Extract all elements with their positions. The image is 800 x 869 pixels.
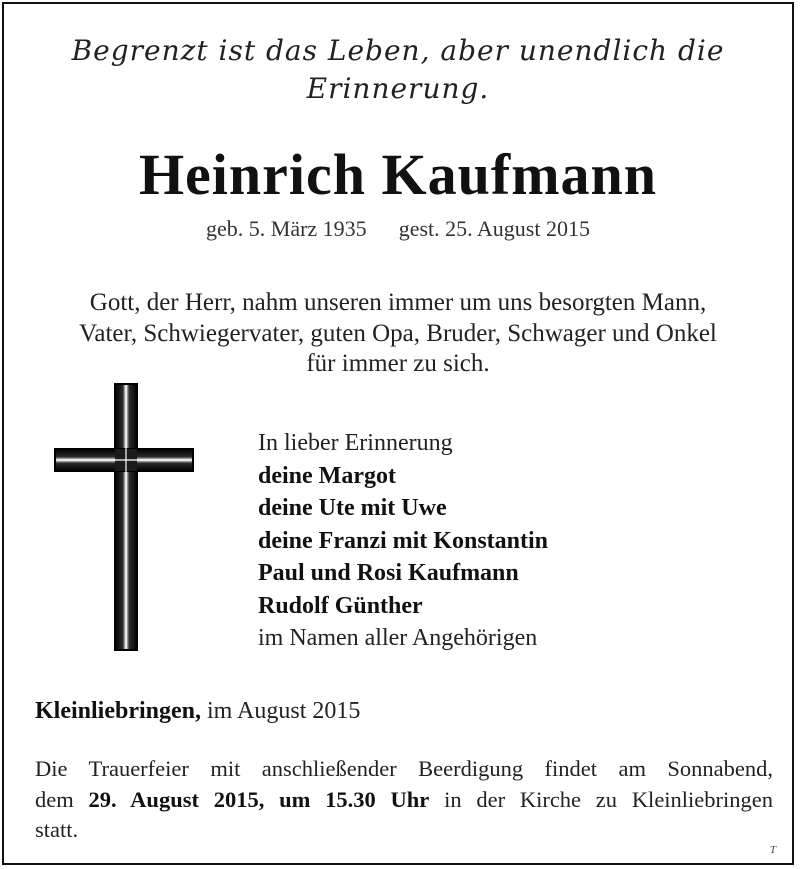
latin-cross-icon bbox=[54, 382, 196, 652]
place-town: Kleinliebringen, bbox=[35, 698, 202, 724]
service-prefix: dem bbox=[35, 787, 74, 812]
mourner-name: deine Margot bbox=[258, 462, 396, 489]
motto-line-1: Begrenzt ist das Leben, aber unendlich die bbox=[71, 34, 725, 67]
mourners-closing: im Namen aller Angehörigen bbox=[258, 625, 538, 651]
mourner-name: deine Franzi mit Konstantin bbox=[258, 527, 549, 554]
service-line-2 bbox=[35, 787, 773, 813]
mourner-name: Rudolf Günther bbox=[258, 592, 423, 619]
signature-mark: T bbox=[769, 844, 776, 856]
service-line-3: statt. bbox=[35, 817, 79, 842]
intro-line-3: für immer zu sich. bbox=[306, 350, 490, 377]
mourners-opening: In lieber Erinnerung bbox=[258, 430, 453, 456]
place-and-date bbox=[35, 698, 360, 725]
service-line-1: Die Trauerfeier mit anschließender Beerdigung findet am Sonnabend, bbox=[35, 756, 773, 781]
place-date: im August 2015 bbox=[207, 698, 361, 724]
service-location: in der Kirche zu Kleinliebringen bbox=[444, 787, 774, 812]
intro-line-1: Gott, der Herr, nahm unseren immer um uns besorgten Mann, bbox=[89, 289, 707, 316]
death-date: gest. 25. August 2015 bbox=[398, 216, 590, 241]
intro-line-2: Vater, Schwiegervater, guten Opa, Bruder, Schwager und Onkel bbox=[79, 320, 717, 347]
deceased-name: Heinrich Kaufmann bbox=[138, 142, 658, 207]
mourner-name: deine Ute mit Uwe bbox=[258, 495, 447, 521]
motto-line-2: Erinnerung. bbox=[306, 72, 490, 105]
mourners-block bbox=[258, 427, 548, 655]
life-dates bbox=[4, 216, 792, 242]
service-date-time: 29. August 2015, um 15.30 Uhr bbox=[88, 787, 430, 812]
obituary-card bbox=[2, 2, 794, 865]
birth-date: geb. 5. März 1935 bbox=[206, 216, 367, 241]
mourner-name: Paul und Rosi Kaufmann bbox=[258, 560, 519, 586]
